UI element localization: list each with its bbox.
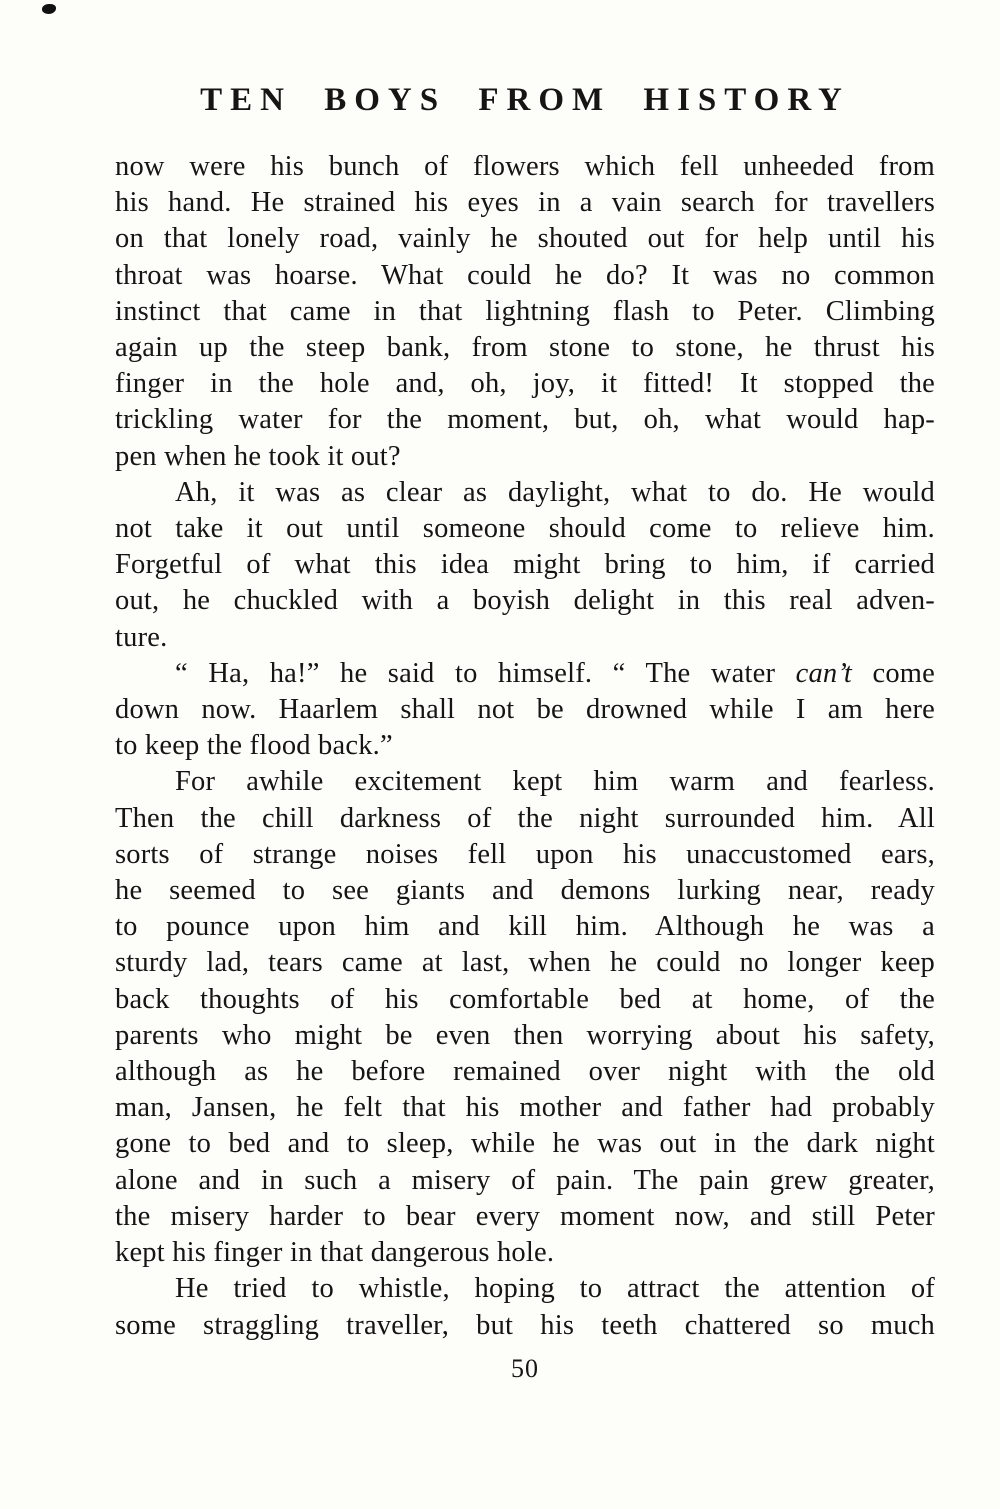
- text-line: [115, 1054, 935, 1090]
- page-body: [115, 149, 935, 1344]
- text-run: gone to bed and to sleep, while he was out in the dark night: [115, 1128, 935, 1160]
- text-line: [115, 439, 935, 475]
- page-title: TEN BOYS FROM HISTORY: [200, 82, 850, 118]
- text-run: For awhile excitement kept him warm and fearless.: [175, 766, 935, 798]
- text-line: [115, 221, 935, 257]
- text-run: although as he before remained over night with the old: [115, 1056, 935, 1088]
- text-run: ture.: [115, 621, 168, 653]
- scan-artifact: [42, 4, 56, 14]
- text-line: [115, 185, 935, 221]
- text-line: [115, 1235, 935, 1271]
- text-line: [115, 1308, 935, 1344]
- paragraph: [115, 656, 935, 765]
- text-run: down now. Haarlem shall not be drowned while I am here: [115, 694, 935, 726]
- text-run: “ Ha, ha!” he said to himself. “ The water: [175, 657, 796, 689]
- text-line: [115, 1163, 935, 1199]
- text-line: [115, 764, 935, 800]
- text-run: Ah, it was as clear as daylight, what to do. He would: [175, 476, 935, 508]
- paragraph: [115, 149, 935, 475]
- text-line: [115, 511, 935, 547]
- page-number: 50: [511, 1353, 539, 1383]
- text-run: Forgetful of what this idea might bring to him, if carried: [115, 549, 935, 581]
- text-line: [115, 837, 935, 873]
- text-run: sturdy lad, tears came at last, when he could no longer keep: [115, 947, 935, 979]
- text-line: [115, 583, 935, 619]
- text-run: Then the chill darkness of the night surrounded him. All: [115, 802, 935, 834]
- text-line: [115, 656, 935, 692]
- text-line: [115, 801, 935, 837]
- text-run: sorts of strange noises fell upon his unaccustomed ears,: [115, 838, 935, 870]
- text-run: not take it out until someone should come to relieve him.: [115, 513, 935, 545]
- text-line: [115, 294, 935, 330]
- text-line: [115, 1090, 935, 1126]
- text-run: again up the steep bank, from stone to stone, he thrust his: [115, 332, 935, 364]
- text-run: alone and in such a misery of pain. The pain grew greater,: [115, 1164, 935, 1196]
- text-run: finger in the hole and, oh, joy, it fitted! It stopped the: [115, 368, 935, 400]
- text-run: to pounce upon him and kill him. Although he was a: [115, 911, 935, 943]
- text-line: [115, 692, 935, 728]
- text-line: [115, 330, 935, 366]
- text-line: [115, 149, 935, 185]
- text-run: the misery harder to bear every moment now, and still Peter: [115, 1200, 935, 1232]
- text-line: [115, 475, 935, 511]
- text-run: he seemed to see giants and demons lurking near, ready: [115, 875, 935, 907]
- text-line: [115, 258, 935, 294]
- paragraph: [115, 764, 935, 1271]
- text-run: He tried to whistle, hoping to attract the attention of: [175, 1273, 935, 1305]
- text-run: instinct that came in that lightning flash to Peter. Climbing: [115, 295, 935, 327]
- text-run: now were his bunch of flowers which fell unheeded from: [115, 151, 935, 182]
- text-line: [115, 547, 935, 583]
- text-line: [115, 909, 935, 945]
- text-line: [115, 945, 935, 981]
- text-run: parents who might be even then worrying about his safety,: [115, 1019, 935, 1051]
- text-run: to keep the flood back.”: [115, 730, 393, 762]
- text-line: [115, 1271, 935, 1307]
- text-line: [115, 728, 935, 764]
- text-run: out, he chuckled with a boyish delight in this real adven-: [115, 585, 935, 617]
- text-line: [115, 366, 935, 402]
- text-run: back thoughts of his comfortable bed at home, of the: [115, 983, 935, 1015]
- text-run: trickling water for the moment, but, oh, what would hap-: [115, 404, 935, 436]
- text-line: [115, 982, 935, 1018]
- text-run: some straggling traveller, but his teeth chattered so much: [115, 1309, 935, 1341]
- text-run: throat was hoarse. What could he do? It was no common: [115, 259, 935, 291]
- text-line: [115, 1126, 935, 1162]
- text-run: pen when he took it out?: [115, 440, 401, 472]
- text-run: kept his finger in that dangerous hole.: [115, 1237, 555, 1269]
- text-line: [115, 402, 935, 438]
- text-line: [115, 620, 935, 656]
- text-run: on that lonely road, vainly he shouted out for help until his: [115, 223, 935, 255]
- italic-text-run: can’t: [795, 657, 853, 689]
- text-line: [115, 1199, 935, 1235]
- paragraph: [115, 1271, 935, 1343]
- text-run: man, Jansen, he felt that his mother and father had probably: [115, 1092, 935, 1124]
- text-run: his hand. He strained his eyes in a vain search for travellers: [115, 187, 935, 219]
- text-run: come: [852, 657, 935, 689]
- text-line: [115, 1018, 935, 1054]
- paragraph: [115, 475, 935, 656]
- text-line: [115, 873, 935, 909]
